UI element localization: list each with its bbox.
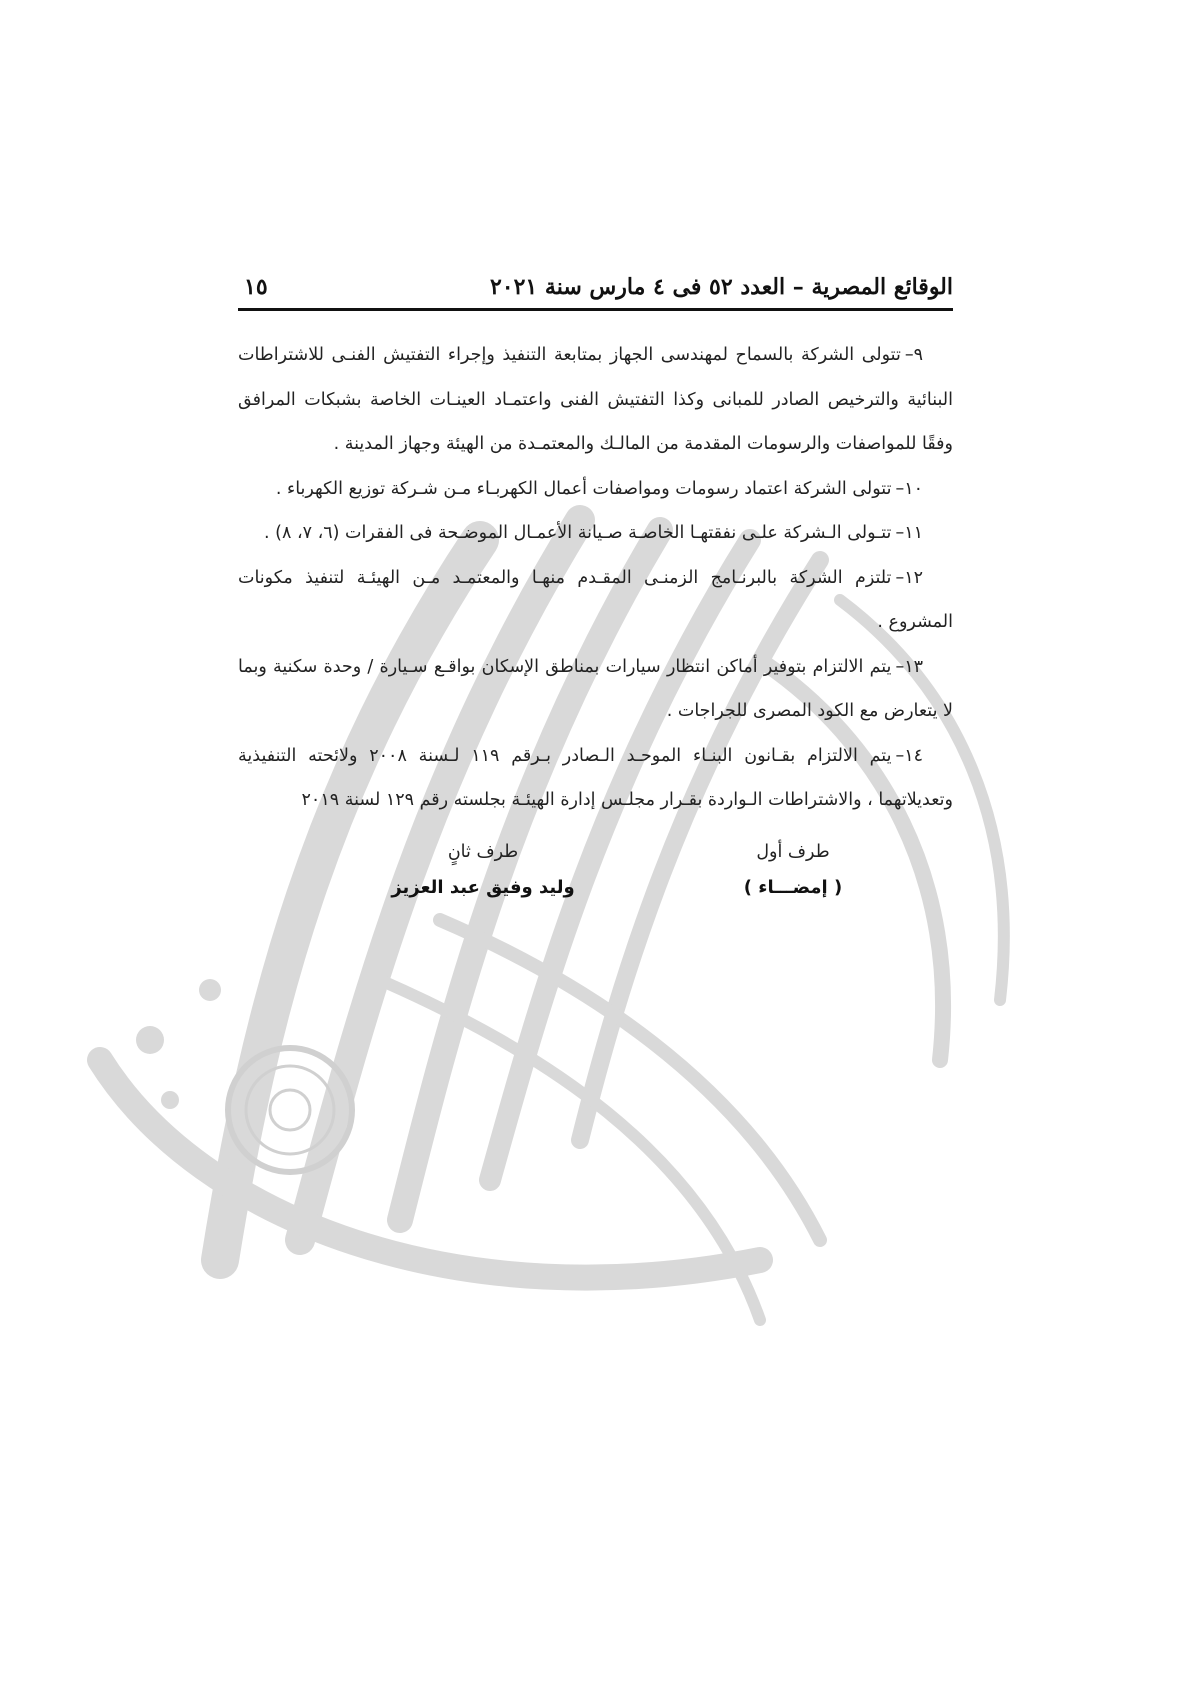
signature-block [238, 837, 953, 927]
clause-text: تلتزم الشركة بالبرنـامج الزمنـى المقـدم منهـا والمعتمـد مـن الهيئـة لتنفيذ مكونات المشروع . [238, 567, 953, 632]
first-party-signature [713, 837, 873, 898]
first-party-name: ( إمضـــاء ) [743, 876, 843, 898]
clause-text: يتم الالتزام بتوفير أماكن انتظار سيارات بمناطق الإسكان بواقـع سـيارة / وحدة سكنية وبما لا يتعارض مع الكود المصرى للجراجات . [238, 656, 953, 721]
clause-number: ١١– [895, 523, 923, 543]
clause-13 [238, 645, 953, 734]
clause-text: تتولى الشركة بالسماح لمهندسى الجهاز بمتابعة التنفيذ وإجراء التفتيش الفنـى للاشتراطات البنائية والترخيص الصادر للمبانى وكذا التفتيش الفنى واعتمـاد العينـات الخاصة بشبكات المرافق وفقًا للمواصفات والرسومات المقدمة من المالـك والمعتمـدة من الهيئة وجهاز المدينة . [238, 345, 953, 454]
clause-text: تتـولى الـشركة علـى نفقتهـا الخاصـة صـيانة الأعمـال الموضـحة فى الفقرات (٦، ٧، ٨) . [264, 523, 892, 543]
clause-number: ١٤– [895, 745, 924, 766]
second-party-name: وليد وفيق عبد العزيز [391, 876, 575, 898]
clause-text: تتولى الشركة اعتماد رسومات ومواصفات أعمال الكهربـاء مـن شـركة توزيع الكهرباء . [275, 478, 892, 499]
clause-number: ٩– [904, 345, 923, 365]
first-party-label: طرف أول [756, 841, 830, 862]
clause-9 [238, 333, 953, 467]
page-number: ١٥ [244, 274, 268, 300]
clause-number: ١٠– [895, 478, 923, 499]
gazette-page [238, 255, 953, 927]
second-party-label: طرف ثانٍ [447, 841, 519, 862]
clause-14 [238, 734, 953, 823]
clause-11 [238, 511, 953, 556]
clauses-body [238, 333, 953, 823]
clause-number: ١٣– [895, 656, 923, 677]
clause-12 [238, 556, 953, 645]
page-header [238, 255, 953, 311]
second-party-signature [373, 837, 593, 898]
clause-number: ١٢– [895, 567, 923, 588]
seal-icon [228, 1048, 352, 1172]
clause-text: يتم الالتزام بقـانون البنـاء الموحـد الـصادر بـرقم ١١٩ لـسنة ٢٠٠٨ ولائحته التنفيذية وتعديلاتهما ، والاشتراطات الـواردة بقـرار مجلـس إدارة الهيئـة بجلسته رقم ١٢٩ لسنة ٢٠١٩ [238, 745, 953, 810]
gazette-title: الوقائع المصرية – العدد ٥٢ فى ٤ مارس سنة ٢٠٢١ [489, 274, 953, 300]
clause-10 [238, 467, 953, 512]
